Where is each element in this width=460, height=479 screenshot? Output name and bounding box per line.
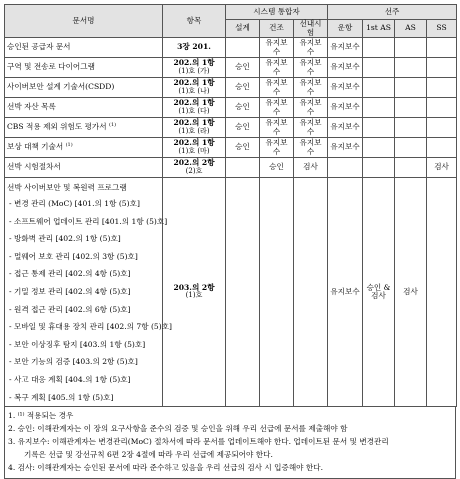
first-as-cell bbox=[363, 118, 395, 138]
table-row bbox=[5, 118, 457, 138]
item-ref-sub: (1)호 (다) bbox=[178, 106, 210, 115]
item-ref-sub: (1)호 (마) bbox=[178, 146, 210, 155]
ss-cell bbox=[427, 78, 457, 98]
doc-name-cell bbox=[5, 118, 163, 138]
header-system-integrator: 시스템 통합자 bbox=[226, 5, 328, 20]
ss-cell bbox=[427, 58, 457, 78]
sea-trial-cell: 검사 bbox=[294, 158, 328, 178]
program-title: 선박 사이버보안 및 복원력 프로그램 bbox=[7, 183, 127, 192]
build-cell: 유지보수 bbox=[260, 118, 294, 138]
item-ref: 202.의 1항 bbox=[173, 138, 215, 148]
first-as-cell bbox=[363, 158, 395, 178]
ss-cell: 검사 bbox=[427, 158, 457, 178]
as-cell bbox=[395, 118, 427, 138]
operation-cell bbox=[328, 158, 363, 178]
doc-name-cell bbox=[5, 58, 163, 78]
build-cell: 유지보수 bbox=[260, 78, 294, 98]
ss-cell bbox=[427, 98, 457, 118]
table-row bbox=[5, 138, 457, 158]
doc-name: 보상 대책 기술서 bbox=[7, 142, 64, 152]
sea-trial-cell: 유지보수 bbox=[294, 38, 328, 58]
program-section bbox=[5, 178, 457, 407]
item-ref: 202.의 1항 bbox=[173, 98, 215, 108]
table-body bbox=[5, 38, 457, 178]
header-operation: 운항 bbox=[328, 20, 363, 38]
table-row bbox=[5, 38, 457, 58]
sea-trial-cell: 유지보수 bbox=[294, 98, 328, 118]
item-cell bbox=[163, 38, 226, 58]
program-as-cell: 검사 bbox=[395, 178, 427, 407]
item-ref-sub: (1)호 (가) bbox=[178, 66, 210, 75]
deliverables-table bbox=[4, 4, 457, 407]
doc-name-cell bbox=[5, 138, 163, 158]
item-cell bbox=[163, 118, 226, 138]
sea-trial-cell: 유지보수 bbox=[294, 58, 328, 78]
table-row bbox=[5, 98, 457, 118]
sea-trial-cell: 유지보수 bbox=[294, 78, 328, 98]
note-4: 4. 검사: 이해관계자는 승인된 문서에 따라 준수하고 있음을 우리 선급의 검사 시 입증해야 한다. bbox=[8, 463, 324, 473]
program-sea-cell bbox=[294, 178, 328, 407]
note-3-continued: 기록은 선급 및 강선규칙 6편 2장 4절에 따라 우리 선급에 제공되어야 한다. bbox=[24, 450, 273, 460]
footnote-mark: (1) bbox=[65, 142, 73, 149]
program-build-cell bbox=[260, 178, 294, 407]
header-ss: SS bbox=[427, 20, 457, 38]
doc-name: 사이버보안 설계 기술서(CSDD) bbox=[7, 82, 115, 92]
build-cell: 유지보수 bbox=[260, 38, 294, 58]
program-design-cell bbox=[226, 178, 260, 407]
program-list-item: - 원격 접근 관리 [402.의 6항 (5)호] bbox=[9, 304, 131, 314]
program-list-item: - 사고 대응 계획 [404.의 1항 (5)호] bbox=[9, 374, 131, 384]
doc-name: 승인된 공급자 문서 bbox=[7, 42, 71, 52]
design-cell: 승인 bbox=[226, 78, 260, 98]
build-cell: 유지보수 bbox=[260, 138, 294, 158]
item-ref-sub: (2)호 bbox=[185, 166, 203, 175]
program-cell bbox=[5, 178, 172, 407]
doc-name-cell bbox=[5, 98, 163, 118]
operation-cell: 유지보수 bbox=[328, 38, 363, 58]
as-cell bbox=[395, 98, 427, 118]
operation-cell: 유지보수 bbox=[328, 118, 363, 138]
first-as-cell bbox=[363, 98, 395, 118]
item-ref: 202.의 2항 bbox=[173, 158, 215, 168]
program-item-sub: (1)호 bbox=[185, 291, 203, 300]
header-doc: 문서명 bbox=[5, 5, 163, 38]
program-item-cell bbox=[163, 178, 226, 407]
program-operation-cell: 유지보수 bbox=[328, 178, 363, 407]
operation-cell: 유지보수 bbox=[328, 138, 363, 158]
item-cell bbox=[163, 138, 226, 158]
as-cell bbox=[395, 38, 427, 58]
item-ref: 202.의 1항 bbox=[173, 58, 215, 68]
as-cell bbox=[395, 78, 427, 98]
design-cell bbox=[226, 158, 260, 178]
design-cell: 승인 bbox=[226, 58, 260, 78]
header-item: 항목 bbox=[163, 5, 226, 38]
sea-trial-cell: 유지보수 bbox=[294, 138, 328, 158]
build-cell: 유지보수 bbox=[260, 58, 294, 78]
ss-cell bbox=[427, 38, 457, 58]
program-list-item: - 소프트웨어 업데이트 관리 [401.의 1항 (5)호] bbox=[9, 216, 168, 226]
program-first-as-cell bbox=[363, 178, 395, 407]
doc-name-cell bbox=[5, 158, 163, 178]
document-table-container bbox=[4, 4, 456, 479]
item-cell bbox=[163, 78, 226, 98]
program-list bbox=[7, 195, 172, 406]
first-as-cell bbox=[363, 38, 395, 58]
table-row bbox=[5, 158, 457, 178]
note-1: 1. ⁽¹⁾ 적용되는 경우 bbox=[8, 411, 74, 421]
first-as-cell bbox=[363, 78, 395, 98]
program-list-item: - 접근 통제 관리 [402.의 4항 (5)호] bbox=[9, 269, 131, 279]
program-list-item: - 기밀 정보 관리 [402.의 4항 (5)호] bbox=[9, 286, 131, 296]
header-sea-trial: 선내시험 bbox=[294, 20, 328, 38]
design-cell bbox=[226, 38, 260, 58]
doc-name: CBS 적용 제외 위험도 평가서 bbox=[7, 122, 107, 132]
ss-cell bbox=[427, 118, 457, 138]
design-cell: 승인 bbox=[226, 118, 260, 138]
footnote-mark: (1) bbox=[109, 122, 117, 129]
design-cell: 승인 bbox=[226, 98, 260, 118]
item-cell bbox=[163, 158, 226, 178]
program-item: 203.의 2항 bbox=[173, 282, 215, 292]
header-owner: 선주 bbox=[328, 5, 457, 20]
program-list-item: - 보안 이상징후 탐지 [403.의 1항 (5)호] bbox=[9, 339, 146, 349]
as-cell bbox=[395, 138, 427, 158]
item-ref-sub: (1)호 (라) bbox=[178, 126, 210, 135]
operation-cell: 유지보수 bbox=[328, 58, 363, 78]
note-2: 2. 승인: 이해관계자는 이 장의 요구사항을 준수의 검증 및 승인을 위해 우리 선급에 문서를 제출해야 함 bbox=[8, 424, 348, 434]
item-ref: 202.의 1항 bbox=[173, 78, 215, 88]
ss-cell bbox=[427, 138, 457, 158]
doc-name-cell bbox=[5, 38, 163, 58]
item-cell bbox=[163, 98, 226, 118]
item-ref: 3장 201. bbox=[177, 42, 211, 52]
program-list-item: - 변경 관리 (MoC) [401.의 1항 (5)호] bbox=[9, 199, 140, 208]
item-cell bbox=[163, 58, 226, 78]
program-first-as-line2: 검사 bbox=[371, 291, 386, 301]
sea-trial-cell: 유지보수 bbox=[294, 118, 328, 138]
first-as-cell bbox=[363, 138, 395, 158]
operation-cell: 유지보수 bbox=[328, 98, 363, 118]
note-3: 3. 유지보수: 이해관계자는 변경관리(MoC) 절차서에 따라 문서를 업데이트해야 한다. 업데이트된 문서 및 변경관리 bbox=[8, 437, 389, 447]
table-row bbox=[5, 78, 457, 98]
operation-cell: 유지보수 bbox=[328, 78, 363, 98]
doc-name: 선박 자산 목록 bbox=[7, 102, 56, 112]
header-design: 설계 bbox=[226, 20, 260, 38]
design-cell: 승인 bbox=[226, 138, 260, 158]
program-list-item: - 멀웨어 보호 관리 [402.의 3항 (5)호] bbox=[9, 251, 138, 261]
program-list-item: - 복구 계획 [405.의 1항 (5)호] bbox=[9, 392, 114, 402]
notes-section bbox=[4, 407, 456, 479]
header-as: AS bbox=[395, 20, 427, 38]
table-row bbox=[5, 58, 457, 78]
as-cell bbox=[395, 158, 427, 178]
doc-name: 선박 시험절차서 bbox=[7, 162, 61, 172]
as-cell bbox=[395, 58, 427, 78]
program-first-as-line1: 승인 & bbox=[366, 282, 391, 292]
program-list-item: - 모바일 및 휴대용 장치 관리 [402.의 7항 (5)호] bbox=[9, 322, 172, 332]
item-ref-sub: (1)호 (나) bbox=[178, 86, 210, 95]
doc-name-cell bbox=[5, 78, 163, 98]
program-ss-cell bbox=[427, 178, 457, 407]
first-as-cell bbox=[363, 58, 395, 78]
doc-name: 구역 및 전송로 다이어그램 bbox=[7, 62, 95, 72]
build-cell: 승인 bbox=[260, 158, 294, 178]
program-list-item: - 방화벽 관리 [402.의 1항 (5)호] bbox=[9, 234, 121, 244]
build-cell: 유지보수 bbox=[260, 98, 294, 118]
item-ref: 202.의 1항 bbox=[173, 118, 215, 128]
program-list-item: - 보안 기능의 검증 [403.의 2항 (5)호] bbox=[9, 357, 138, 367]
header-first-as: 1st AS bbox=[363, 20, 395, 38]
header-build: 건조 bbox=[260, 20, 294, 38]
